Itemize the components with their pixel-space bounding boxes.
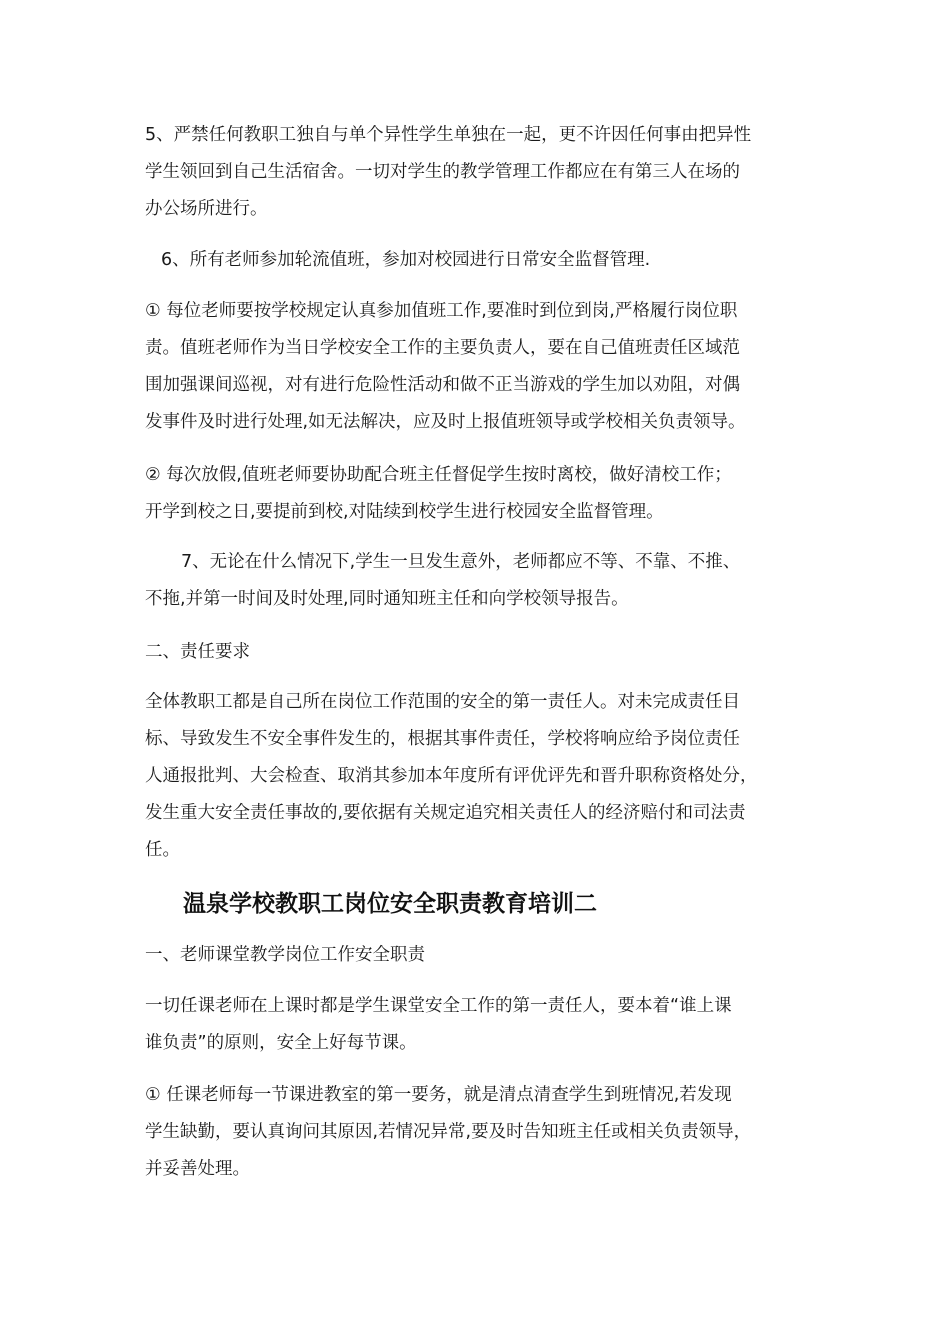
section2-line-1: 全体教职工都是自己所在岗位工作范围的安全的第一责任人。对未完成责任目 [145,692,740,712]
section1b-sub1-line-3: 并妥善处理。 [145,1159,250,1179]
item6-heading: 6、所有老师参加轮流值班，参加对校园进行日常安全监督管理. [161,250,651,270]
section2-line-5: 任。 [145,840,180,860]
section1b-sub1-line-1: ① 任课老师每一节课进教室的第一要务，就是清点清查学生到班情况,若发现 [145,1085,732,1105]
section1b-sub1-line-2: 学生缺勤，要认真询问其原因,若情况异常,要及时告知班主任或相关负责领导， [145,1122,752,1142]
section1b-intro-line-2: 谁负责”的原则，安全上好每节课。 [145,1033,417,1053]
item5-line-3: 办公场所进行。 [145,199,268,219]
item5-line-2: 学生领回到自己生活宿舍。一切对学生的教学管理工作都应在有第三人在场的 [145,162,740,182]
section2-line-3: 人通报批判、大会检查、取消其参加本年度所有评优评先和晋升职称资格处分， [145,766,758,786]
item6-sub1-line-1: ① 每位老师要按学校规定认真参加值班工作,要准时到位到岗,严格履行岗位职 [145,301,738,321]
item7-line-1: 7、无论在什么情况下,学生一旦发生意外，老师都应不等、不靠、不推、 [181,552,741,572]
section2-line-4: 发生重大安全责任事故的,要依据有关规定追究相关责任人的经济赔付和司法责 [145,803,746,823]
item6-sub1-line-2: 责。值班老师作为当日学校安全工作的主要负责人，要在自己值班责任区域范 [145,338,740,358]
item6-sub1-line-4: 发事件及时进行处理,如无法解决，应及时上报值班领导或学校相关负责领导。 [145,412,746,432]
section1b-heading: 一、老师课堂教学岗位工作安全职责 [145,945,425,965]
section1b-intro-line-1: 一切任课老师在上课时都是学生课堂安全工作的第一责任人，要本着“谁上课 [145,996,732,1016]
item5-line-1: 5、严禁任何教职工独自与单个异性学生单独在一起，更不许因任何事由把异性 [145,125,752,145]
item6-sub1-line-3: 围加强课间巡视，对有进行危险性活动和做不正当游戏的学生加以劝阻，对偶 [145,375,740,395]
item6-sub2-line-1: ② 每次放假,值班老师要协助配合班主任督促学生按时离校，做好清校工作； [145,465,732,485]
item6-sub2-line-2: 开学到校之日,要提前到校,对陆续到校学生进行校园安全监督管理。 [145,502,664,522]
item7-line-2: 不拖,并第一时间及时处理,同时通知班主任和向学校领导报告。 [145,589,629,609]
section2-line-2: 标、导致发生不安全事件发生的，根据其事件责任，学校将响应给予岗位责任 [145,729,740,749]
document-title: 温泉学校教职工岗位安全职责教育培训二 [183,891,597,917]
section2-heading: 二、责任要求 [145,642,250,662]
